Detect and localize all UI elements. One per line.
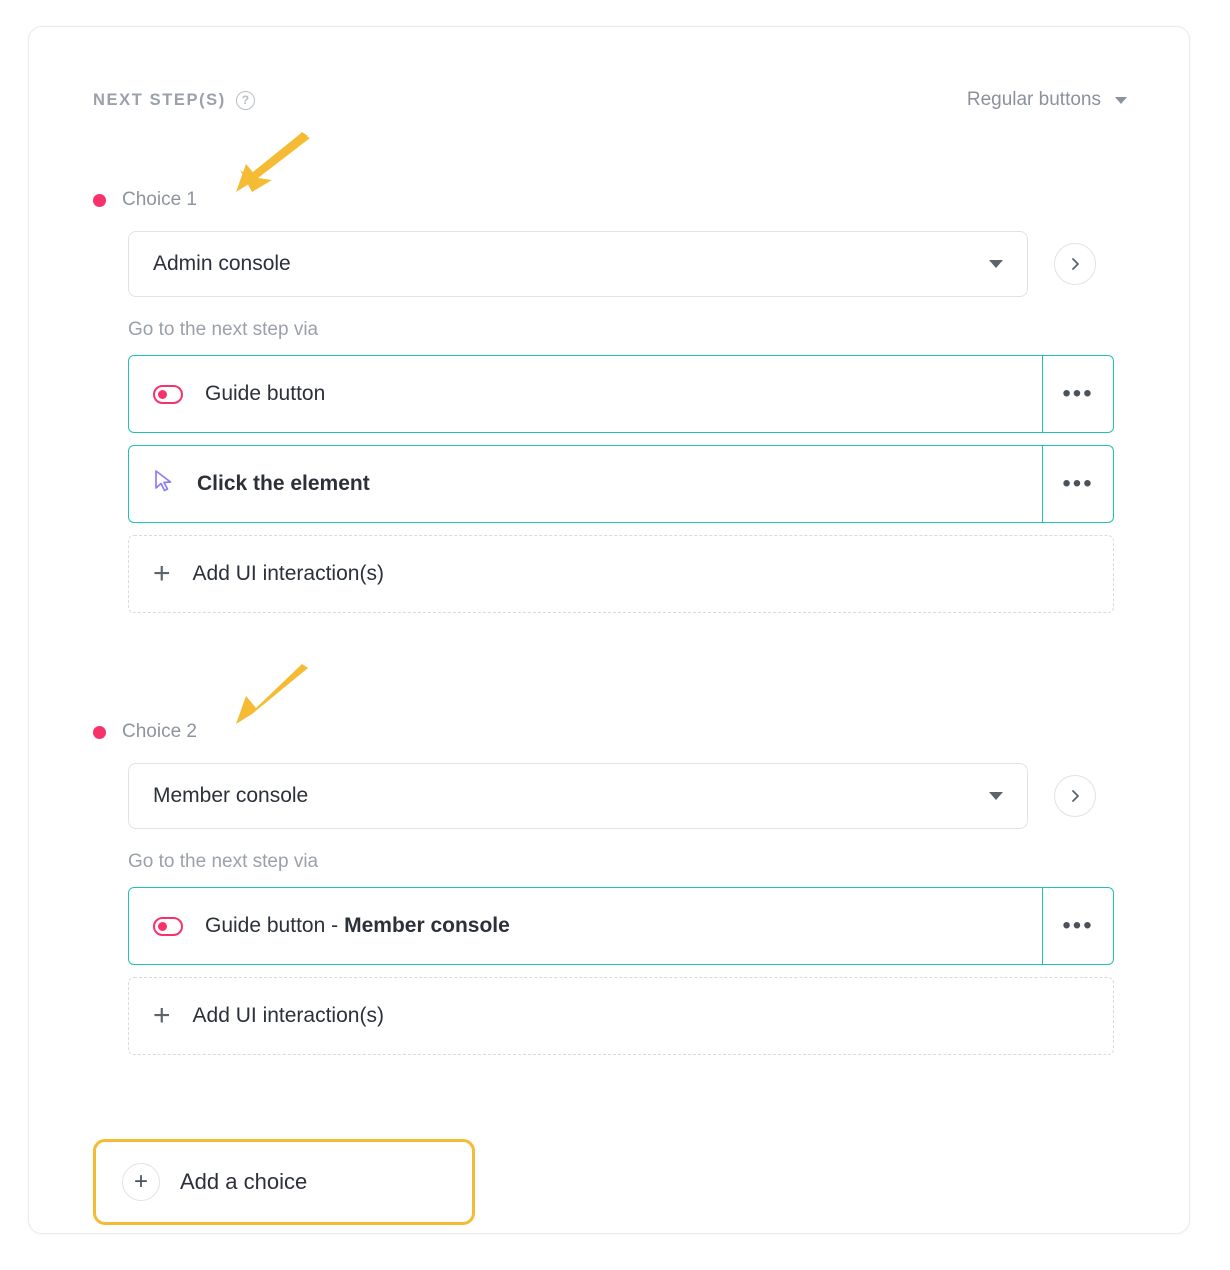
cursor-icon — [153, 469, 175, 499]
chevron-down-icon — [989, 260, 1003, 268]
choice-block-2 — [93, 719, 1153, 1055]
add-a-choice-label: Add a choice — [180, 1169, 308, 1194]
add-ui-interaction-button-2[interactable] — [128, 977, 1114, 1055]
button-mode-dropdown[interactable] — [967, 89, 1127, 111]
interaction-row[interactable] — [128, 355, 1114, 433]
choice-1-label: Choice 1 — [122, 189, 197, 210]
toggle-icon — [153, 385, 183, 404]
toggle-icon — [153, 917, 183, 936]
choice-1-destination-select[interactable] — [128, 231, 1028, 297]
add-ui-interaction-button-1[interactable] — [128, 535, 1114, 613]
interaction-row[interactable] — [128, 887, 1114, 965]
interaction-more-menu[interactable]: ••• — [1042, 446, 1113, 522]
choice-1-bullet — [93, 194, 106, 207]
interaction-main[interactable] — [129, 446, 1042, 522]
choice-2-via-label: Go to the next step via — [128, 851, 319, 872]
choice-1-interaction-list — [128, 355, 1153, 523]
choice-1-destination-row — [128, 231, 1153, 297]
choice-block-1 — [93, 187, 1153, 613]
choice-2-destination-select[interactable] — [128, 763, 1028, 829]
interaction-main[interactable] — [129, 356, 1042, 432]
chevron-right-icon — [1068, 789, 1082, 803]
add-a-choice-button[interactable] — [93, 1139, 475, 1225]
panel-header — [93, 85, 1127, 115]
choice-2-interaction-list — [128, 887, 1153, 965]
chevron-down-icon — [1115, 97, 1127, 104]
add-ui-interaction-label: Add UI interaction(s) — [192, 562, 384, 585]
interaction-main[interactable] — [129, 888, 1042, 964]
page-title: NEXT STEP(S) — [93, 90, 226, 109]
interaction-label: Click the element — [197, 472, 370, 495]
next-steps-panel — [28, 26, 1190, 1234]
next-steps-heading — [93, 91, 255, 110]
interaction-label: Guide button — [205, 382, 326, 405]
choice-2-destination-value: Member console — [153, 784, 309, 807]
choice-2-destination-row — [128, 763, 1153, 829]
choice-2-label: Choice 2 — [122, 721, 197, 742]
chevron-down-icon — [989, 792, 1003, 800]
add-ui-interaction-label: Add UI interaction(s) — [192, 1004, 384, 1027]
choice-1-via-label: Go to the next step via — [128, 319, 319, 340]
choice-2-bullet — [93, 726, 106, 739]
plus-circle-icon: + — [122, 1163, 160, 1201]
button-mode-label: Regular buttons — [966, 89, 1101, 110]
choice-1-destination-value: Admin console — [153, 252, 291, 275]
interaction-label-bold: Member console — [344, 914, 510, 937]
plus-icon: + — [153, 557, 171, 590]
choice-2-goto-button[interactable] — [1054, 775, 1096, 817]
question-mark-icon[interactable]: ? — [236, 91, 255, 110]
interaction-more-menu[interactable]: ••• — [1042, 356, 1113, 432]
chevron-right-icon — [1068, 257, 1082, 271]
interaction-more-menu[interactable]: ••• — [1042, 888, 1113, 964]
interaction-label: Guide button - — [205, 914, 339, 937]
choice-2-header — [93, 719, 1153, 745]
interaction-row[interactable] — [128, 445, 1114, 523]
choice-1-header — [93, 187, 1153, 213]
plus-icon: + — [153, 999, 171, 1032]
choice-1-goto-button[interactable] — [1054, 243, 1096, 285]
